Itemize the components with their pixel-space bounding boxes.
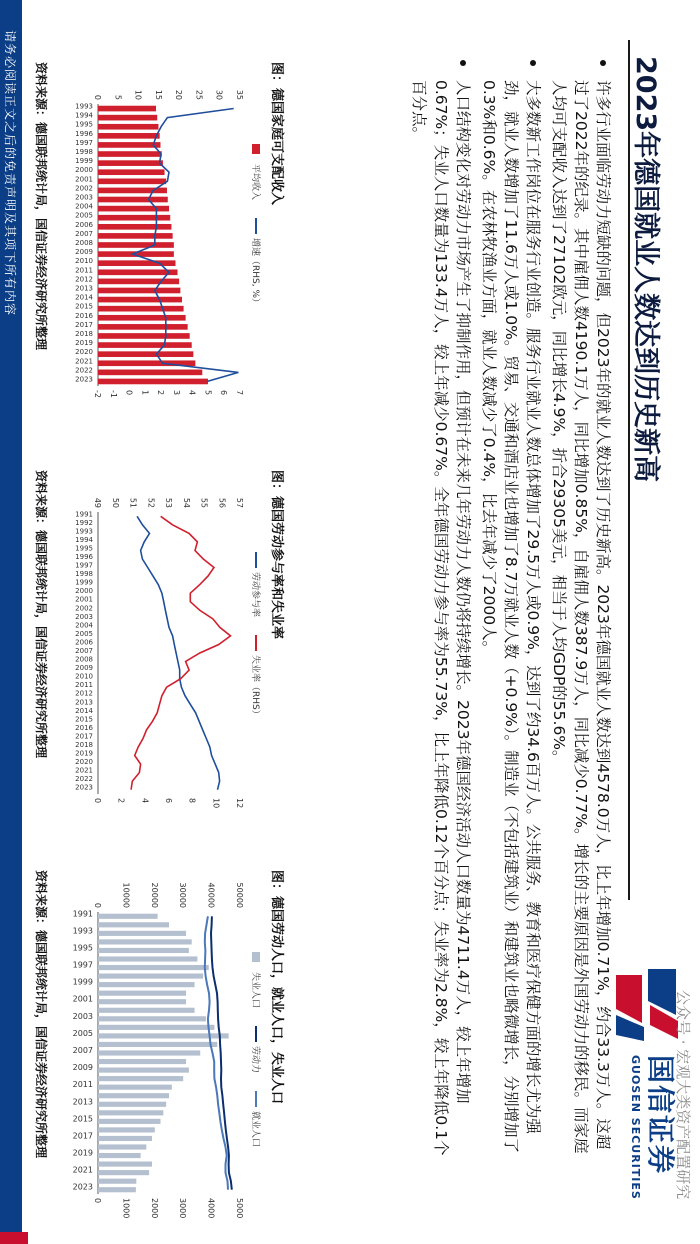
unemployed-bar: [98, 1016, 206, 1021]
unemployed-bar: [98, 1076, 183, 1081]
left-tick-label: 40000: [206, 882, 216, 908]
unemployed-bar: [98, 922, 169, 927]
x-tick-label: 2017: [75, 732, 93, 741]
income-bar: [98, 224, 171, 230]
income-bar: [98, 215, 170, 221]
income-bar: [98, 297, 182, 303]
income-bar: [98, 233, 173, 239]
left-tick-label: 20000: [149, 882, 159, 908]
unemployed-bar: [98, 982, 195, 987]
x-tick-label: 2008: [75, 239, 93, 247]
x-tick-label: 2016: [75, 311, 93, 320]
left-tick-label: 25: [194, 89, 204, 100]
x-tick-label: 2013: [75, 284, 93, 293]
unemployed-bar: [98, 1110, 163, 1115]
x-tick-label: 1995: [75, 120, 93, 129]
left-tick-label: 56: [217, 497, 227, 508]
x-tick-label: 2004: [75, 621, 93, 630]
left-tick-label: 0: [93, 902, 102, 908]
x-tick-label: 2010: [75, 257, 93, 266]
unemployed-bar: [98, 1059, 186, 1064]
right-tick-label: 1000: [121, 1198, 131, 1219]
x-tick-label: 2003: [75, 612, 93, 621]
left-tick-label: 10: [133, 89, 143, 100]
bullet-item: [408, 58, 474, 1158]
right-tick-label: 7: [235, 390, 244, 396]
legend-label: 劳动参与率: [250, 572, 260, 618]
income-bar: [98, 370, 202, 376]
left-tick-label: 54: [181, 497, 191, 508]
bullet-item: [548, 58, 614, 1158]
legend-label: 劳动力: [250, 1046, 260, 1074]
right-tick-label: 5: [203, 390, 213, 396]
right-tick-label: 1: [140, 390, 150, 396]
income-bar: [98, 379, 208, 385]
participation-chart: [52, 468, 266, 838]
x-tick-label: 2022: [75, 366, 93, 375]
bullet-dot: [530, 60, 536, 66]
x-tick-label: 2015: [75, 715, 93, 724]
x-tick-label: 1991: [72, 909, 93, 919]
x-tick-label: 1994: [75, 535, 93, 544]
unemployed-bar: [98, 1093, 169, 1098]
x-tick-label: 2011: [72, 1080, 93, 1090]
bullet-list: [404, 58, 614, 1158]
income-bar: [98, 315, 186, 321]
income-bar: [98, 342, 192, 348]
unemployed-bar: [98, 1187, 136, 1192]
income-bar: [98, 115, 157, 121]
x-tick-label: 1993: [75, 527, 93, 536]
x-tick-label: 2022: [75, 775, 93, 784]
x-tick-label: 1994: [75, 111, 93, 120]
left-tick-label: 50000: [235, 882, 244, 908]
figure-label-income: 图：德国家庭可支配收入: [269, 62, 284, 206]
bullet-item: [478, 58, 544, 1158]
x-tick-label: 1998: [75, 148, 93, 157]
income-bar: [98, 269, 178, 275]
logo-english: GUOSEN SECURITIES: [629, 1055, 642, 1200]
unemployed-bar: [98, 1050, 200, 1055]
bullet-dot: [460, 60, 466, 66]
income-bar: [98, 151, 162, 157]
x-tick-label: 1997: [72, 960, 93, 970]
right-tick-label: 4: [140, 798, 150, 804]
x-tick-label: 2006: [75, 638, 93, 647]
unemployed-bar: [98, 1127, 155, 1132]
right-tick-label: 4000: [206, 1198, 216, 1219]
left-tick-label: 49: [93, 497, 102, 508]
unemployed-bar: [98, 974, 203, 979]
x-tick-label: 2003: [75, 193, 93, 202]
legend-label: 增速（RHS, %）: [250, 238, 260, 308]
unemployed-bar: [98, 1144, 146, 1149]
unemployed-bar: [98, 1136, 152, 1141]
right-tick-label: 0: [93, 1198, 102, 1204]
unemployed-bar: [98, 1008, 195, 1013]
x-tick-label: 2001: [75, 595, 93, 604]
guosen-logo-icon: [612, 965, 682, 1045]
x-tick-label: 2021: [75, 357, 93, 366]
income-bar: [98, 106, 156, 112]
unemployed-bar: [98, 914, 158, 919]
right-tick-label: -1: [108, 390, 118, 398]
x-tick-label: 2011: [75, 266, 93, 275]
title-divider: [628, 40, 630, 900]
bullet-text: 许多行业面临劳动力短缺的问题，但2023年的就业人数达到了历史新高。2023年德国就业人数达到4578.0万人，比上年增加0.71%，约合33.3万人。这超过了2022年的纪录。其中雇佣人数4190.1万人，同比增加0.85%，自雇佣人数387.9万人，同比减少0.77%。增长的主要原因是外国劳动力的移民。而家庭人均可支配收入达到了27102欧元，同比增长4.9%，折合29305美元，相当于人均GDP的55.6%。: [550, 80, 612, 1154]
bullet-text: 人口结构变化对劳动力市场产生了抑制作用，但预计在未来几年劳动力人数仍将持续增长。2023年德国经济活动人口数量为4711.4万人，较上年增加0.67%；失业人口数量为133.4万人，较上年减少0.67%。全年德国劳动力参与率为55.73%，比上年降低0.12个百分点；失业率为2.8%，较上年降低0.1个百分点。: [410, 80, 472, 1156]
right-tick-label: 2: [116, 798, 126, 804]
income-bar: [98, 142, 160, 148]
right-tick-label: 3: [171, 390, 181, 396]
income-bar: [98, 242, 174, 248]
labour-force-line: [211, 916, 232, 1189]
legend-label: 就业人口: [250, 1111, 260, 1148]
x-tick-label: 2007: [72, 1046, 93, 1055]
unemployed-bar: [98, 1025, 214, 1030]
x-tick-label: 1992: [75, 518, 93, 527]
left-tick-label: 50: [110, 497, 120, 508]
footer-accent: [0, 1232, 28, 1244]
x-tick-label: 1998: [75, 570, 93, 579]
watermark: 公众号 · 宏观大类资产配置研究: [674, 990, 692, 1200]
unemployed-bar: [98, 1102, 166, 1107]
legend-label: 失业率（RHS）: [250, 655, 260, 719]
x-tick-label: 2016: [75, 723, 93, 732]
x-tick-label: 2000: [75, 166, 93, 175]
page-title: 2023年德国就业人数达到历史新高: [630, 56, 661, 483]
legend-swatch: [252, 144, 260, 154]
x-tick-label: 2014: [75, 293, 93, 302]
left-tick-label: 51: [128, 497, 138, 508]
logo-name: 国信证券: [644, 1055, 677, 1176]
left-tick-label: 5: [113, 94, 123, 100]
left-tick-label: 10000: [121, 882, 131, 908]
legend-label: 失业人口: [250, 972, 260, 1009]
unemployed-bar: [98, 948, 189, 953]
bullet-text: 大多数新工作岗位在服务行业创造。服务行业就业人数总体增加了29.5万人或0.9%，达到了约34.6百万人。公共服务、教育和医疗保健方面的增长尤为强劲，就业人数增加了11.6万人或1.0%。贸易、交通和酒店业也增加了8.7万就业人数（+0.9%）。制造业（不包括建筑业）和建筑业也略微增长，分别增加了0.3%和0.6%。在农林牧渔业方面，就业人数减少了0.4%，比去年减少了2000人。: [480, 80, 542, 1154]
left-tick-label: 35: [235, 89, 244, 100]
x-tick-label: 1999: [75, 157, 93, 166]
right-tick-label: 6: [219, 390, 229, 396]
x-tick-label: 2008: [75, 655, 93, 664]
legend-label: 平均收入: [250, 164, 260, 201]
unemployed-bar: [98, 1162, 152, 1167]
left-tick-label: 30: [214, 89, 224, 100]
participation-line: [137, 516, 220, 789]
x-tick-label: 2023: [72, 1182, 93, 1192]
x-tick-label: 2012: [75, 689, 93, 698]
x-tick-label: 2015: [72, 1114, 93, 1124]
income-bar: [98, 197, 168, 203]
left-tick-label: 0: [93, 94, 102, 100]
left-tick-label: 15: [153, 89, 163, 100]
x-tick-label: 2009: [75, 664, 93, 673]
source-population: 资料来源：德国联邦统计局，国信证券经济研究所整理: [34, 870, 48, 1159]
income-bar: [98, 160, 163, 166]
income-bar: [98, 351, 193, 357]
legend-swatch: [252, 952, 260, 962]
unemployed-bar: [98, 956, 197, 961]
left-tick-label: 53: [164, 497, 173, 508]
unemployed-bar: [98, 1085, 172, 1090]
unemployed-bar: [98, 1179, 136, 1184]
x-tick-label: 2021: [75, 766, 93, 775]
x-tick-label: 2014: [75, 706, 93, 715]
x-tick-label: 2018: [75, 741, 93, 749]
unemployed-bar: [98, 991, 186, 996]
x-tick-label: 1991: [75, 510, 93, 519]
x-tick-label: 2013: [75, 698, 93, 707]
x-tick-label: 2003: [72, 1011, 93, 1021]
x-tick-label: 2005: [75, 211, 93, 220]
x-tick-label: 2002: [75, 184, 93, 193]
right-tick-label: 10: [211, 798, 221, 809]
x-tick-label: 1995: [75, 544, 93, 553]
x-tick-label: 2010: [75, 672, 93, 681]
income-bar: [98, 288, 180, 294]
right-tick-label: 0: [124, 390, 134, 396]
x-tick-label: 1997: [75, 561, 93, 570]
income-bar: [98, 324, 188, 330]
unemployed-bar: [98, 1170, 149, 1175]
x-tick-label: 2001: [75, 175, 93, 184]
income-bar: [98, 179, 166, 185]
x-tick-label: 2005: [72, 1028, 93, 1038]
x-tick-label: 2012: [75, 275, 93, 284]
x-tick-label: 2000: [75, 587, 93, 596]
right-tick-label: 2: [156, 390, 166, 396]
unemployed-bar: [98, 1068, 189, 1073]
x-tick-label: 1993: [75, 102, 93, 111]
unemployed-bar: [98, 939, 192, 944]
unemployment-line: [131, 516, 230, 789]
left-tick-label: 57: [235, 497, 244, 508]
figure-label-population: 图：德国劳动人口，就业人口，失业人口: [269, 870, 284, 1105]
income-bar: [98, 306, 184, 312]
right-tick-label: 4: [187, 390, 197, 396]
employment-line: [205, 916, 228, 1189]
x-tick-label: 1999: [75, 578, 93, 587]
x-tick-label: 1996: [75, 553, 93, 561]
unemployed-bar: [98, 999, 186, 1004]
x-tick-label: 2005: [75, 629, 93, 638]
x-tick-label: 2018: [75, 329, 93, 338]
source-income: 资料来源：德国联邦统计局，国信证券经济研究所整理: [34, 62, 48, 351]
x-tick-label: 2019: [75, 749, 93, 758]
x-tick-label: 1997: [75, 138, 93, 147]
figure-label-participation: 图：德国劳动参与率和失业率: [269, 470, 284, 640]
income-bar: [98, 333, 190, 339]
x-tick-label: 2021: [72, 1165, 93, 1175]
x-tick-label: 2019: [72, 1148, 93, 1158]
unemployed-bar: [98, 1042, 217, 1047]
disclaimer-text: 请务必阅读正文之后的免责声明及其项下所有内容: [3, 30, 17, 317]
x-tick-label: 2004: [75, 202, 93, 211]
right-tick-label: -2: [93, 390, 102, 398]
x-tick-label: 2009: [72, 1063, 93, 1073]
right-tick-label: 8: [187, 798, 197, 804]
x-tick-label: 1996: [75, 129, 93, 138]
x-tick-label: 2001: [72, 994, 93, 1004]
x-tick-label: 2009: [75, 248, 93, 257]
right-tick-label: 5000: [235, 1198, 244, 1219]
x-tick-label: 2020: [75, 348, 93, 357]
right-tick-label: 2000: [149, 1198, 159, 1219]
bullet-dot: [600, 60, 606, 66]
income-bar: [98, 133, 160, 139]
x-tick-label: 2017: [72, 1131, 93, 1141]
right-tick-label: 6: [164, 798, 173, 804]
x-tick-label: 2002: [75, 604, 93, 613]
unemployed-bar: [98, 931, 186, 936]
left-tick-label: 30000: [178, 882, 188, 908]
x-tick-label: 2023: [75, 375, 93, 384]
x-tick-label: 2013: [72, 1097, 93, 1107]
income-bar: [98, 279, 179, 285]
left-tick-label: 55: [199, 497, 209, 508]
population-chart: [52, 868, 266, 1238]
unemployed-bar: [98, 1153, 141, 1158]
x-tick-label: 1999: [72, 977, 93, 987]
x-tick-label: 2019: [75, 339, 93, 348]
unemployed-bar: [98, 1119, 160, 1124]
x-tick-label: 2020: [75, 758, 93, 767]
x-tick-label: 1993: [72, 926, 93, 936]
income-bar: [98, 169, 165, 175]
unemployed-bar: [98, 965, 209, 970]
source-participation: 资料来源：德国联邦统计局，国信证券经济研究所整理: [34, 470, 48, 759]
x-tick-label: 2007: [75, 229, 93, 238]
x-tick-label: 1995: [72, 943, 93, 953]
income-bar: [98, 124, 158, 130]
x-tick-label: 2017: [75, 320, 93, 329]
right-tick-label: 0: [93, 798, 102, 804]
right-tick-label: 12: [235, 798, 244, 809]
x-tick-label: 2015: [75, 302, 93, 311]
income-bar: [98, 206, 169, 212]
income-bar: [98, 260, 175, 266]
x-tick-label: 2011: [75, 681, 93, 690]
x-tick-label: 2007: [75, 647, 93, 655]
left-tick-label: 20: [174, 89, 184, 100]
right-tick-label: 3000: [178, 1198, 188, 1219]
x-tick-label: 2023: [75, 783, 93, 792]
x-tick-label: 2006: [75, 220, 93, 229]
left-tick-label: 52: [146, 497, 156, 508]
income-chart: [52, 60, 266, 430]
